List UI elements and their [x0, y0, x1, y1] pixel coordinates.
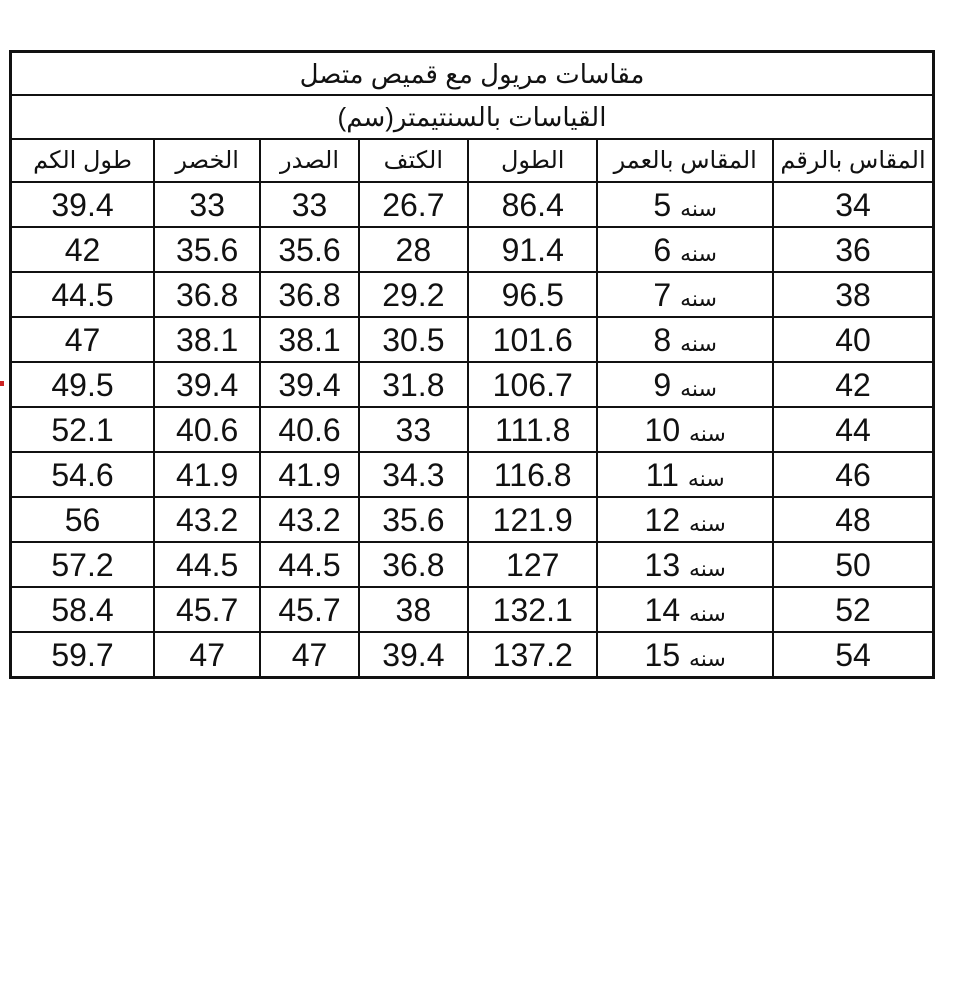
table-row	[11, 452, 934, 497]
cell-size-age	[597, 317, 773, 362]
cell-waist: 40.6	[154, 407, 260, 452]
cell-waist: 33	[154, 182, 260, 227]
cell-shoulder: 39.4	[359, 632, 468, 678]
cell-sleeve-length: 54.6	[11, 452, 155, 497]
header-shoulder: الكتف	[359, 139, 468, 182]
cell-chest: 45.7	[260, 587, 358, 632]
age-number: 12	[644, 501, 681, 538]
cell-size-number: 42	[773, 362, 934, 407]
cell-sleeve-length: 44.5	[11, 272, 155, 317]
size-chart-table	[9, 50, 935, 679]
cell-size-age	[597, 227, 773, 272]
cell-waist: 38.1	[154, 317, 260, 362]
stray-red-mark	[0, 381, 4, 386]
header-length: الطول	[468, 139, 597, 182]
cell-size-age	[597, 587, 773, 632]
cell-size-number: 50	[773, 542, 934, 587]
table-title: مقاسات مريول مع قميص متصل	[11, 52, 934, 96]
cell-size-number: 40	[773, 317, 934, 362]
cell-chest: 33	[260, 182, 358, 227]
table-body	[11, 52, 934, 678]
table-row	[11, 362, 934, 407]
cell-length: 86.4	[468, 182, 597, 227]
cell-size-age	[597, 407, 773, 452]
cell-size-number: 48	[773, 497, 934, 542]
cell-length: 91.4	[468, 227, 597, 272]
cell-chest: 36.8	[260, 272, 358, 317]
cell-waist: 44.5	[154, 542, 260, 587]
header-row	[11, 139, 934, 182]
age-word: سنه	[689, 600, 726, 626]
cell-size-age	[597, 272, 773, 317]
cell-chest: 43.2	[260, 497, 358, 542]
cell-shoulder: 31.8	[359, 362, 468, 407]
title-row	[11, 52, 934, 96]
cell-size-number: 46	[773, 452, 934, 497]
cell-size-age	[597, 632, 773, 678]
age-number: 6	[653, 231, 672, 268]
age-word: سنه	[680, 285, 717, 311]
age-word: سنه	[689, 645, 726, 671]
cell-length: 111.8	[468, 407, 597, 452]
cell-length: 96.5	[468, 272, 597, 317]
age-word: سنه	[680, 195, 717, 221]
age-number: 5	[653, 186, 672, 223]
cell-waist: 45.7	[154, 587, 260, 632]
header-chest: الصدر	[260, 139, 358, 182]
cell-chest: 39.4	[260, 362, 358, 407]
cell-size-number: 44	[773, 407, 934, 452]
cell-chest: 44.5	[260, 542, 358, 587]
age-number: 15	[644, 636, 681, 673]
table-subtitle: القياسات بالسنتيمتر(سم)	[11, 95, 934, 139]
cell-chest: 35.6	[260, 227, 358, 272]
cell-length: 106.7	[468, 362, 597, 407]
cell-shoulder: 26.7	[359, 182, 468, 227]
cell-chest: 47	[260, 632, 358, 678]
cell-size-age	[597, 362, 773, 407]
cell-waist: 36.8	[154, 272, 260, 317]
table-row	[11, 182, 934, 227]
age-number: 7	[653, 276, 672, 313]
table-row	[11, 272, 934, 317]
header-sleeve-length: طول الكم	[11, 139, 155, 182]
cell-shoulder: 36.8	[359, 542, 468, 587]
cell-sleeve-length: 39.4	[11, 182, 155, 227]
cell-size-number: 36	[773, 227, 934, 272]
cell-size-age	[597, 497, 773, 542]
cell-waist: 47	[154, 632, 260, 678]
cell-waist: 35.6	[154, 227, 260, 272]
age-word: سنه	[680, 375, 717, 401]
subtitle-row	[11, 95, 934, 139]
table-row	[11, 542, 934, 587]
cell-waist: 41.9	[154, 452, 260, 497]
age-word: سنه	[687, 465, 725, 491]
cell-size-age	[597, 182, 773, 227]
cell-length: 121.9	[468, 497, 597, 542]
cell-sleeve-length: 57.2	[11, 542, 155, 587]
cell-size-age	[597, 452, 773, 497]
cell-waist: 39.4	[154, 362, 260, 407]
table-row	[11, 407, 934, 452]
age-number: 13	[644, 546, 681, 583]
age-word: سنه	[680, 330, 717, 356]
cell-sleeve-length: 49.5	[11, 362, 155, 407]
age-number: 14	[644, 591, 681, 628]
age-number: 8	[653, 321, 672, 358]
cell-size-number: 54	[773, 632, 934, 678]
cell-shoulder: 38	[359, 587, 468, 632]
cell-chest: 40.6	[260, 407, 358, 452]
cell-length: 116.8	[468, 452, 597, 497]
cell-sleeve-length: 58.4	[11, 587, 155, 632]
cell-shoulder: 35.6	[359, 497, 468, 542]
table-row	[11, 317, 934, 362]
cell-shoulder: 34.3	[359, 452, 468, 497]
cell-waist: 43.2	[154, 497, 260, 542]
cell-sleeve-length: 59.7	[11, 632, 155, 678]
cell-chest: 41.9	[260, 452, 358, 497]
header-size-age: المقاس بالعمر	[597, 139, 773, 182]
header-waist: الخصر	[154, 139, 260, 182]
cell-sleeve-length: 47	[11, 317, 155, 362]
table-row	[11, 497, 934, 542]
table-row	[11, 632, 934, 678]
cell-shoulder: 28	[359, 227, 468, 272]
cell-size-number: 34	[773, 182, 934, 227]
age-word: سنه	[680, 240, 717, 266]
cell-size-number: 38	[773, 272, 934, 317]
cell-size-age	[597, 542, 773, 587]
header-size-number: المقاس بالرقم	[773, 139, 934, 182]
cell-sleeve-length: 56	[11, 497, 155, 542]
age-word: سنه	[689, 420, 726, 446]
cell-shoulder: 30.5	[359, 317, 468, 362]
cell-length: 137.2	[468, 632, 597, 678]
cell-sleeve-length: 52.1	[11, 407, 155, 452]
age-word: سنه	[689, 510, 726, 536]
cell-chest: 38.1	[260, 317, 358, 362]
table-row	[11, 227, 934, 272]
age-number: 10	[644, 411, 681, 448]
cell-length: 101.6	[468, 317, 597, 362]
cell-size-number: 52	[773, 587, 934, 632]
cell-shoulder: 29.2	[359, 272, 468, 317]
age-word: سنه	[689, 555, 726, 581]
cell-sleeve-length: 42	[11, 227, 155, 272]
age-number: 11	[645, 456, 679, 493]
age-number: 9	[653, 366, 672, 403]
table-row	[11, 587, 934, 632]
cell-length: 132.1	[468, 587, 597, 632]
cell-length: 127	[468, 542, 597, 587]
cell-shoulder: 33	[359, 407, 468, 452]
